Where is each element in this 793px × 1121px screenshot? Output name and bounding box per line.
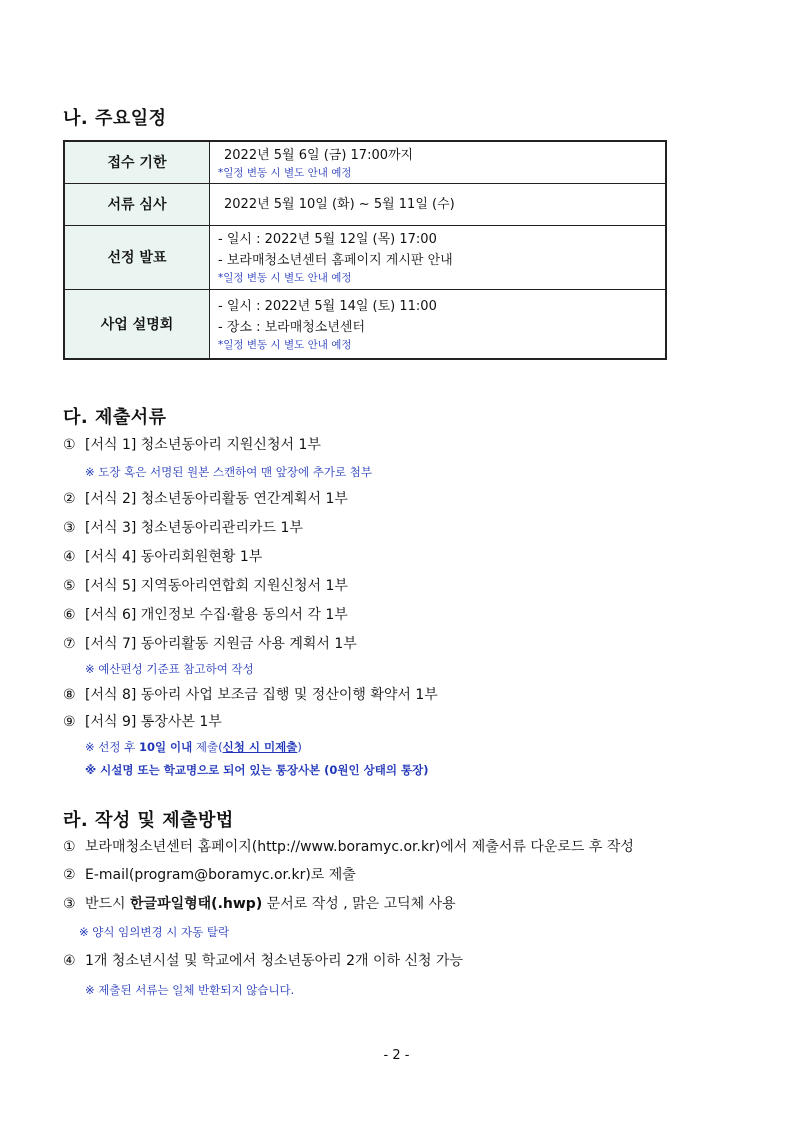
list-item: ⑦ [서식 7] 동아리활동 지원금 사용 계획서 1부 [63,636,357,652]
list-note: ※ 선정 후 10일 이내 제출(신청 시 미제출) [85,740,302,754]
row-value: 2022년 5월 10일 (화) ~ 5월 11일 (수) [224,196,455,212]
list-note: ※ 도장 혹은 서명된 원본 스캔하여 맨 앞장에 추가로 첨부 [85,465,372,479]
list-item: ⑥ [서식 6] 개인정보 수집·활용 동의서 각 1부 [63,607,348,623]
section-title-method: 라. 작성 및 제출방법 [63,810,234,831]
list-item: ④ 1개 청소년시설 및 학교에서 청소년동아리 2개 이하 신청 가능 [63,953,463,969]
list-note: ※ 양식 임의변경 시 자동 탈락 [79,925,230,939]
row-label: 사업 설명회 [64,289,210,359]
row-value: - 장소 : 보라매청소년센터 [218,319,366,335]
list-item: ③ [서식 3] 청소년동아리관리카드 1부 [63,520,303,536]
row-value: 2022년 5월 6일 (금) 17:00까지 [224,147,414,163]
page-number: - 2 - [383,1048,410,1063]
section-title-documents: 다. 제출서류 [63,407,167,428]
row-value: - 보라매청소년센터 홈페이지 게시판 안내 [218,253,453,268]
row-value: - 일시 : 2022년 5월 14일 (토) 11:00 [218,298,437,314]
row-note: *일정 변동 시 별도 안내 예정 [218,272,352,284]
row-label: 접수 기한 [64,141,210,183]
table-row [64,183,666,225]
row-label: 서류 심사 [64,183,210,225]
list-note: ※ 예산편성 기준표 참고하여 작성 [85,662,254,676]
table-row [64,141,666,183]
list-item: ⑧ [서식 8] 동아리 사업 보조금 집행 및 정산이행 확약서 1부 [63,687,438,703]
list-item: ① 보라매청소년센터 홈페이지(http://www.boramyc.or.kr)에서 제출서류 다운로드 후 작성 [63,839,634,855]
list-note: ※ 시설명 또는 학교명으로 되어 있는 통장사본 (0원인 상태의 통장) [85,763,429,777]
row-note: *일정 변동 시 별도 안내 예정 [218,166,352,179]
table-row [64,225,666,289]
table-row [64,289,666,359]
row-note: *일정 변동 시 별도 안내 예정 [218,338,352,351]
row-value: - 일시 : 2022년 5월 12일 (목) 17:00 [218,232,437,247]
section-title-schedule: 나. 주요일정 [63,108,167,129]
row-label: 선정 발표 [64,225,210,289]
list-note: ※ 제출된 서류는 일체 반환되지 않습니다. [85,983,295,997]
schedule-table [63,140,667,360]
list-item: ③ 반드시 한글파일형태(.hwp) 문서로 작성 , 맑은 고딕체 사용 [63,896,456,912]
list-item: ④ [서식 4] 동아리회원현황 1부 [63,549,263,565]
list-item: ⑤ [서식 5] 지역동아리연합회 지원신청서 1부 [63,578,348,594]
list-item: ② E-mail(program@boramyc.or.kr)로 제출 [63,867,356,883]
list-item: ⑨ [서식 9] 통장사본 1부 [63,714,222,730]
list-item: ① [서식 1] 청소년동아리 지원신청서 1부 [63,437,321,453]
list-item: ② [서식 2] 청소년동아리활동 연간계획서 1부 [63,491,348,507]
